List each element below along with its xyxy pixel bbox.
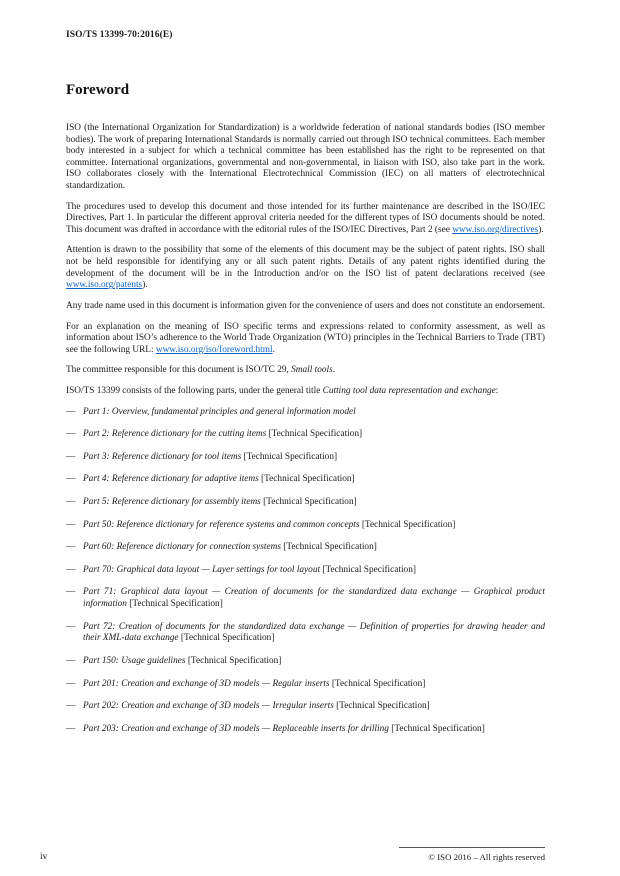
part-title: Part 60: Reference dictionary for connection systems (83, 542, 281, 553)
copyright-notice: © ISO 2016 – All rights reserved (428, 852, 545, 862)
part-suffix: [Technical Specification] (388, 723, 485, 734)
patents-link[interactable]: www.iso.org/patents (66, 280, 143, 291)
page-title: Foreword (66, 82, 130, 98)
paragraph-text: ISO/TS 13399 consists of the following parts, under the general title (66, 385, 323, 396)
part-suffix: [Technical Specification] (185, 655, 282, 666)
parts-list (66, 407, 545, 736)
list-item (66, 565, 545, 577)
list-item (66, 622, 545, 645)
part-entry (83, 452, 545, 464)
list-item (66, 429, 545, 441)
part-title: Part 72: Creation of documents for the standardized data exchange — Definition of properties for drawing header and their XML-data exchange (83, 621, 545, 644)
part-entry (83, 565, 545, 577)
part-suffix: [Technical Specification] (178, 633, 275, 644)
series-general-title: Cutting tool data representation and exchange (322, 385, 496, 396)
part-title: Part 4: Reference dictionary for adaptive items (83, 474, 259, 485)
part-entry (83, 542, 545, 554)
part-title: Part 150: Usage guidelines (83, 655, 186, 666)
dash-marker: — (66, 542, 76, 553)
foreword-url-link[interactable]: www.iso.org/iso/foreword.html (155, 344, 273, 355)
dash-marker: — (66, 564, 76, 575)
part-title: Part 201: Creation and exchange of 3D models — Regular inserts (83, 678, 330, 689)
part-suffix: [Technical Specification] (266, 429, 363, 440)
part-entry (83, 407, 545, 419)
part-entry (83, 497, 545, 509)
dash-marker: — (66, 587, 76, 598)
dash-marker: — (66, 723, 76, 734)
part-suffix: [Technical Specification] (359, 519, 456, 530)
part-suffix: [Technical Specification] (280, 542, 377, 553)
part-entry (83, 587, 545, 610)
list-item (66, 520, 545, 532)
part-suffix: [Technical Specification] (241, 451, 338, 462)
part-suffix: [Technical Specification] (258, 474, 355, 485)
part-entry (83, 429, 545, 441)
part-entry (83, 679, 545, 691)
part-entry (83, 724, 545, 736)
page-content (66, 82, 545, 746)
dash-marker: — (66, 678, 76, 689)
paragraph-patents (66, 245, 545, 291)
list-item (66, 656, 545, 668)
part-title: Part 1: Overview, fundamental principles and general information model (83, 406, 356, 417)
list-item (66, 542, 545, 554)
dash-marker: — (66, 406, 76, 417)
list-item (66, 724, 545, 736)
list-item (66, 587, 545, 610)
list-item (66, 679, 545, 691)
part-title: Part 202: Creation and exchange of 3D models — Irregular inserts (83, 701, 334, 712)
list-item (66, 701, 545, 713)
part-entry (83, 474, 545, 486)
part-title: Part 71: Graphical data layout — Creation of documents for the standardized data exchange — Graphical product information (83, 587, 545, 610)
doc-id: ISO/TS 13399-70:2016(E) (66, 30, 173, 40)
paragraph-text: The procedures used to develop this document and those intended for its further maintenance are described in the ISO/IEC Directives, Part 1. In particular the different approval criteria needed for the different types of ISO documents should be noted. This document was drafted in accordance with the editorial rules of the ISO/IEC Directives, Part 2 (see (66, 201, 545, 235)
paragraph-committee (66, 365, 545, 377)
dash-marker: — (66, 701, 76, 712)
part-suffix: [Technical Specification] (329, 678, 426, 689)
dash-marker: — (66, 497, 76, 508)
paragraph-parts-intro (66, 386, 545, 398)
paragraph-text: ISO (the International Organization for Standardization) is a worldwide federation of national standards bodies (ISO member bodies). The work of preparing International Standards is normally carried out through ISO technical committees. Each member body interested in a subject for which a technical committee has been established has the right to be represented on that committee. International organizations, governmental and non-governmental, in liaison with ISO, also take part in the work. ISO collaborates closely with the International Electrotechnical Commission (IEC) on all matters of electrotechnical standardization. (66, 123, 545, 192)
paragraph-text: Any trade name used in this document is information given for the convenience of users and does not constitute an endorsement. (66, 300, 545, 311)
dash-marker: — (66, 451, 76, 462)
part-suffix: [Technical Specification] (333, 701, 430, 712)
dash-marker: — (66, 621, 76, 632)
committee-name: Small tools (291, 365, 333, 376)
part-title: Part 5: Reference dictionary for assembly items (83, 497, 261, 508)
part-entry (83, 622, 545, 645)
list-item (66, 407, 545, 419)
list-item (66, 497, 545, 509)
part-entry (83, 701, 545, 713)
paragraph-text: Attention is drawn to the possibility that some of the elements of this document may be the subject of patent rights. ISO shall not be held responsible for identifying any or all such patent rights. Details of any patent rights identified during the development of the document will be in the Introduction and/or on the ISO list of patent declarations received (see (66, 245, 545, 279)
paragraph-text: For an explanation on the meaning of ISO specific terms and expressions related to conformity assessment, as well as information about ISO’s adherence to the World Trade Organization (WTO) principles in the Technical Barriers to Trade (TBT) see the following URL: (66, 321, 545, 355)
part-entry (83, 656, 545, 668)
part-entry (83, 520, 545, 532)
part-suffix: [Technical Specification] (260, 497, 357, 508)
paragraph-wto (66, 322, 545, 357)
directives-link[interactable]: www.iso.org/directives (452, 224, 539, 235)
list-item (66, 474, 545, 486)
part-title: Part 3: Reference dictionary for tool items (83, 451, 242, 462)
part-title: Part 70: Graphical data layout — Layer settings for tool layout (83, 564, 321, 575)
footer-rule (399, 847, 545, 848)
paragraph-text: The committee responsible for this document is ISO/TC 29, (66, 365, 292, 376)
part-title: Part 2: Reference dictionary for the cutting items (83, 429, 267, 440)
page-number: iv (40, 852, 48, 862)
paragraph-text: ). (142, 280, 148, 291)
paragraph-trade-name (66, 301, 545, 313)
dash-marker: — (66, 429, 76, 440)
dash-marker: — (66, 519, 76, 530)
part-suffix: [Technical Specification] (320, 564, 416, 575)
part-suffix: [Technical Specification] (126, 599, 223, 610)
paragraph-procedures (66, 202, 545, 237)
paragraph-text: . (332, 365, 336, 376)
paragraph-iso-federation (66, 123, 545, 193)
part-title: Part 50: Reference dictionary for reference systems and common concepts (83, 519, 360, 530)
list-item (66, 452, 545, 464)
paragraph-text: ). (538, 224, 544, 235)
paragraph-text: : (495, 385, 499, 396)
paragraph-text: . (272, 344, 275, 355)
dash-marker: — (66, 655, 76, 666)
dash-marker: — (66, 474, 76, 485)
part-title: Part 203: Creation and exchange of 3D models — Replaceable inserts for drilling (83, 723, 389, 734)
